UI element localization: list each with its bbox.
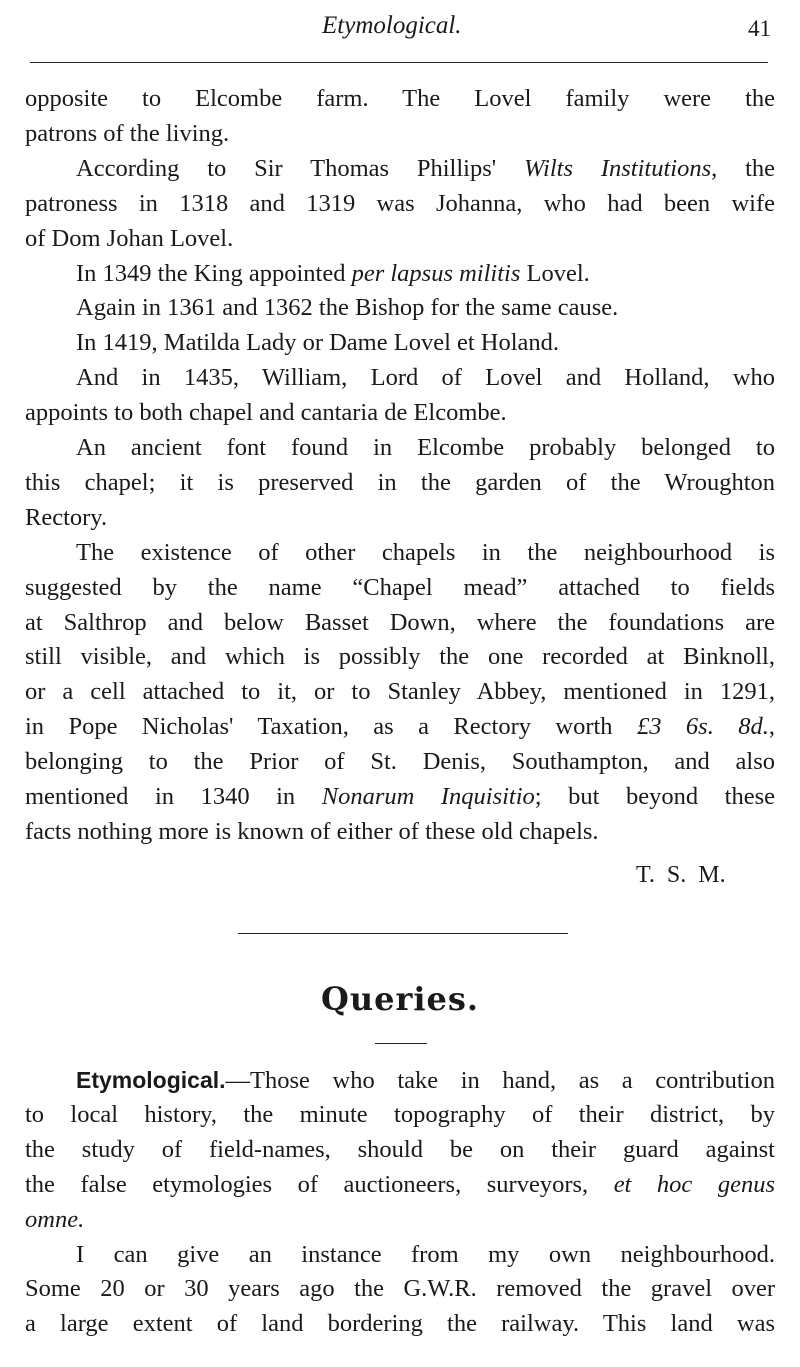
text-span: I can give an instance from my own neighbourhood. <box>76 1240 775 1268</box>
text-span: opposite to Elcombe farm. The Lovel family were the <box>25 85 775 112</box>
italic-text: £3 6s. 8d. <box>636 713 769 741</box>
text-span: Some 20 or 30 years ago the G.W.R. removed the gravel over <box>25 1275 775 1303</box>
text-span: still visible, and which is possibly the one recorded at Binknoll, <box>25 643 775 671</box>
text-line <box>76 536 775 570</box>
text-line <box>76 431 775 465</box>
text-line <box>25 82 775 116</box>
text-span: mentioned in 1340 in <box>25 783 322 810</box>
text-line <box>25 1098 775 1132</box>
text-span: The existence of other chapels in the neighbourhood is <box>76 538 775 566</box>
text-line <box>25 396 775 430</box>
header-rule <box>30 62 768 63</box>
text-line <box>25 1307 775 1341</box>
text-line <box>25 187 775 221</box>
text-span: the false etymologies of auctioneers, surveyors, <box>25 1170 614 1198</box>
page-number: 41 <box>748 16 771 41</box>
text-line <box>25 1203 775 1237</box>
text-line <box>25 1133 775 1167</box>
text-line <box>25 1168 775 1202</box>
text-line <box>76 291 775 325</box>
text-span: in Pope Nicholas' Taxation, as a Rectory worth <box>25 713 637 741</box>
text-line <box>25 117 775 151</box>
text-line <box>76 152 775 186</box>
text-span: An ancient font found in Elcombe probably belonged to <box>76 434 775 461</box>
text-span: at Salthrop and below Basset Down, where the foundations are <box>25 608 775 636</box>
text-line <box>76 361 775 395</box>
section-heading-queries: Queries. <box>320 980 480 1018</box>
text-span: patrons of the living. <box>25 119 230 147</box>
text-line <box>25 222 775 256</box>
text-line <box>25 466 775 500</box>
text-line <box>25 571 775 605</box>
text-line <box>25 1272 775 1306</box>
text-span: , the <box>711 154 775 182</box>
text-line <box>76 326 775 360</box>
bold-heading-text: Etymological. <box>76 1067 226 1093</box>
text-line <box>25 745 775 779</box>
text-span: And in 1435, William, Lord of Lovel and Holland, who <box>76 364 775 392</box>
text-span: this chapel; it is preserved in the garden of the Wroughton <box>25 468 775 496</box>
running-header <box>0 6 800 46</box>
text-span: According to Sir Thomas Phillips' <box>76 154 524 182</box>
text-line <box>25 606 775 640</box>
text-line <box>25 780 775 814</box>
text-span: Rectory. <box>25 503 108 531</box>
text-line <box>76 257 775 291</box>
text-span: Again in 1361 and 1362 the Bishop for the same cause. <box>76 294 619 322</box>
italic-text: Wilts Institutions <box>524 154 712 182</box>
text-span: In 1349 the King appointed <box>76 259 352 287</box>
text-span: facts nothing more is known of either of these old chapels. <box>25 817 599 845</box>
italic-text: per lapsus militis <box>351 259 521 287</box>
italic-text: omne. <box>25 1205 85 1233</box>
italic-text: et hoc genus <box>613 1170 775 1198</box>
text-span: the study of field-names, should be on their guard against <box>25 1135 775 1163</box>
text-line <box>25 675 775 709</box>
text-span: suggested by the name “Chapel mead” attached to fields <box>25 573 775 601</box>
text-span: , <box>768 713 775 741</box>
text-span: or a cell attached to it, or to Stanley Abbey, mentioned in 1291, <box>25 678 775 706</box>
signature: T. S. M. <box>636 862 726 888</box>
text-span: Lovel. <box>520 259 590 287</box>
heading-rule <box>375 1043 427 1044</box>
text-line <box>25 710 775 744</box>
text-line <box>25 501 775 535</box>
running-title: Etymological. <box>322 12 462 39</box>
text-span: belonging to the Prior of St. Denis, Southampton, and also <box>25 748 775 776</box>
text-line <box>25 640 775 674</box>
text-line <box>76 1238 775 1272</box>
text-line <box>76 1063 775 1097</box>
text-span: ; but beyond these <box>534 783 775 810</box>
text-span: —Those who take in hand, as a contribution <box>225 1067 775 1094</box>
section-divider <box>238 933 568 934</box>
text-span: In 1419, Matilda Lady or Dame Lovel et Holand. <box>76 329 560 357</box>
text-span: a large extent of land bordering the railway. This land was <box>25 1310 775 1338</box>
text-span: patroness in 1318 and 1319 was Johanna, who had been wife <box>25 189 775 217</box>
text-line <box>25 815 775 849</box>
text-span: to local history, the minute topography of their district, by <box>25 1100 775 1128</box>
text-span: appoints to both chapel and cantaria de Elcombe. <box>25 399 507 427</box>
text-span: of Dom Johan Lovel. <box>25 224 234 252</box>
italic-text: Nonarum Inquisitio <box>321 783 535 810</box>
